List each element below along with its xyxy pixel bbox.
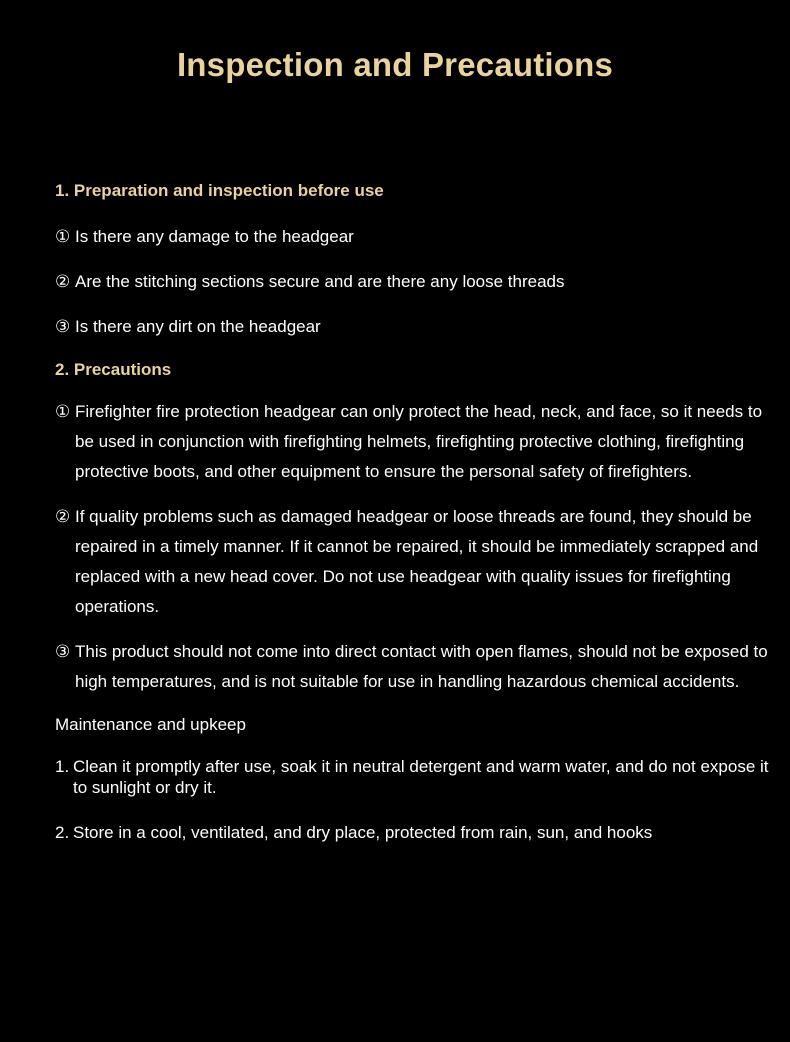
item-text: Is there any damage to the headgear: [75, 227, 354, 246]
section-heading-maintenance: Maintenance and upkeep: [55, 715, 246, 734]
item-marker: ③: [55, 317, 71, 336]
section-heading-inspection: 1. Preparation and inspection before use: [55, 181, 384, 200]
item-marker: 1.: [55, 757, 70, 776]
list-item: [55, 637, 780, 697]
list-item: [55, 312, 780, 342]
item-marker: ①: [55, 402, 71, 421]
item-text: Clean it promptly after use, soak it in neutral detergent and warm water, and do not expose it to sunlight or dry it.: [73, 757, 769, 797]
list-item: [55, 397, 780, 487]
item-marker: ②: [55, 507, 71, 526]
item-marker: 2.: [55, 823, 70, 842]
list-item: [55, 756, 780, 798]
item-marker: ②: [55, 272, 71, 291]
item-marker: ③: [55, 642, 71, 661]
section-heading-precautions: 2. Precautions: [55, 360, 172, 379]
section-inspection: [55, 178, 780, 342]
item-text: Store in a cool, ventilated, and dry place, protected from rain, sun, and hooks: [73, 823, 653, 842]
list-item: [55, 267, 780, 297]
item-text: This product should not come into direct contact with open flames, should not be exposed to high temperatures, and is not suitable for use in handling hazardous chemical accidents.: [75, 642, 768, 691]
item-text: Firefighter fire protection headgear can only protect the head, neck, and face, so it needs to be used in conjunction with firefighting helmets, firefighting protective clothing, firefighting protective boots, and other equipment to ensure the personal safety of firefighters.: [75, 402, 763, 481]
item-text: If quality problems such as damaged headgear or loose threads are found, they should be repaired in a timely manner. If it cannot be repaired, it should be immediately scrapped and replaced with a new head cover. Do not use headgear with quality issues for firefighting operations.: [75, 507, 759, 616]
section-maintenance: [55, 712, 780, 843]
list-item: [55, 222, 780, 252]
list-item: [55, 822, 780, 843]
list-item: [55, 502, 780, 622]
section-precautions: [55, 357, 780, 697]
content: [55, 178, 780, 867]
item-text: Is there any dirt on the headgear: [75, 317, 321, 336]
item-marker: ①: [55, 227, 71, 246]
item-text: Are the stitching sections secure and are there any loose threads: [75, 272, 565, 291]
page-title: Inspection and Precautions: [176, 46, 614, 83]
